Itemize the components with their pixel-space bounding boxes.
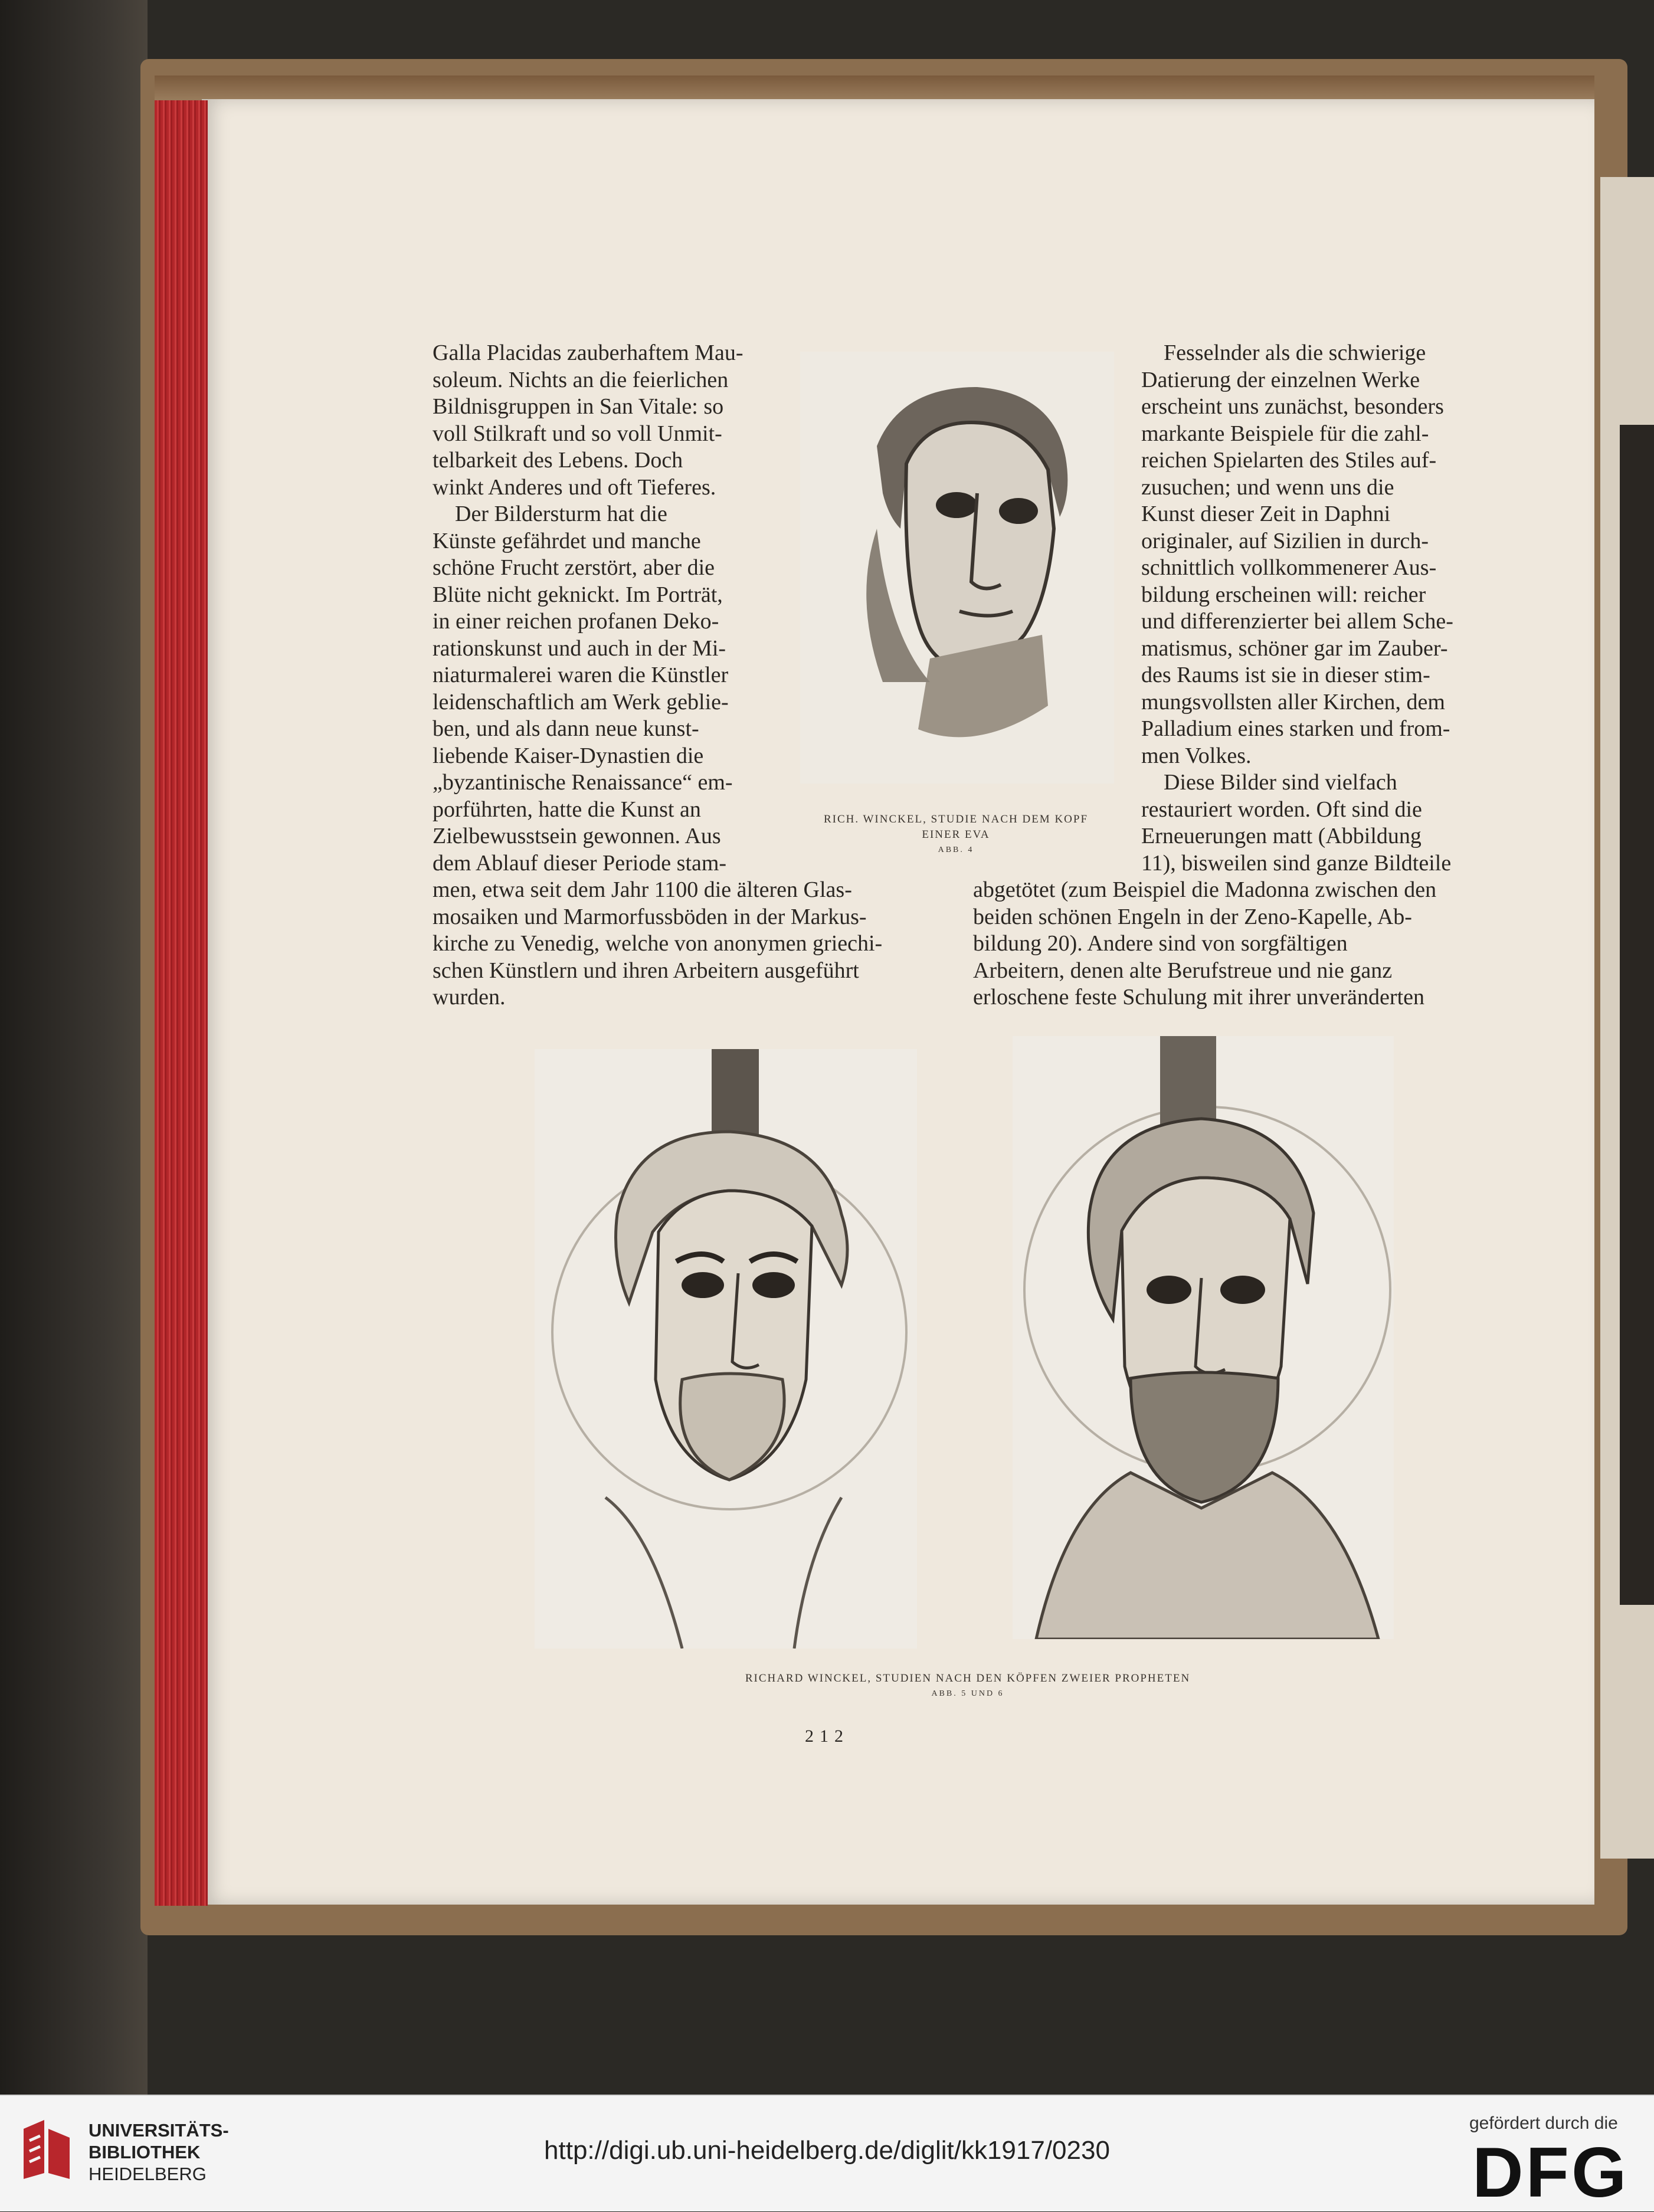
facing-page-plate	[1620, 425, 1654, 1605]
caption-eva-line1: RICH. WINCKEL, STUDIE NACH DEM KOPF	[823, 813, 1089, 825]
illustration-prophet-left	[535, 1049, 917, 1649]
caption-eva-abb: ABB. 4	[938, 846, 974, 854]
caption-eva	[791, 812, 1121, 858]
illustration-prophet-right	[1013, 1036, 1394, 1639]
illustration-eva-head	[800, 352, 1114, 784]
library-line2: BIBLIOTHEK	[89, 2142, 201, 2162]
column-left-top: Galla Placidas zauberhaftem Mau- soleum. Nichts an die feierlichen Bildnisgruppen in San Vitale: so voll Stilkraft und so voll Unmit- telbarkeit des Lebens. Doch winkt Anderes und oft Tieferes. Der Bildersturm hat die Künste gefährdet und manche schöne Frucht zerstört, aber die Blüte nicht geknickt. Im Porträt, in einer reichen profanen Deko- rationskunst und auch in der Mi- niaturmalerei waren die Künstler leidenschaftlich am Werk geblie- ben, und als dann neue kunst- liebende Kaiser-Dynastien die „byzantinische Renaissance“ em- porführten, hatte die Kunst an Zielbewusstsein gewonnen. Aus dem Ablauf dieser Periode stam-	[433, 340, 744, 876]
library-line3: HEIDELBERG	[89, 2164, 207, 2184]
column-left-bottom: men, etwa seit dem Jahr 1100 die älteren Glas- mosaiken und Marmorfussböden in der Markus- kirche zu Venedig, welche von anonymen griechi- schen Künstlern und ihren Arbeitern ausgeführt wurden.	[433, 877, 883, 1010]
caption-prophets-abb: ABB. 5 UND 6	[931, 1689, 1004, 1698]
caption-prophets	[472, 1671, 1463, 1702]
permalink-url[interactable]: http://digi.ub.uni-heidelberg.de/diglit/kk1917/0230	[544, 2136, 1110, 2165]
caption-prophets-line1: RICHARD WINCKEL, STUDIEN NACH DEN KÖPFEN ZWEIER PROPHETEN	[745, 1672, 1191, 1685]
red-page-edges	[155, 100, 208, 1906]
column-right-bottom: abgetötet (zum Beispiel die Madonna zwischen den beiden schönen Engeln in der Zeno-Kapelle, Ab- bildung 20). Andere sind von sorgfältigen Arbeitern, denen alte Berufstreue und nie ganz erloschene feste Schulung mit ihrer unveränderten	[973, 877, 1437, 1010]
book-spine-shadow	[0, 0, 148, 2095]
page-number: 212	[805, 1726, 849, 1746]
library-line1: UNIVERSITÄTS-	[89, 2120, 229, 2141]
dfg-sponsor-label: gefördert durch die	[1469, 2113, 1618, 2133]
caption-eva-line2: EINER EVA	[922, 828, 990, 841]
footer-bar	[0, 2095, 1654, 2211]
dfg-logo: DFG	[1472, 2133, 1629, 2212]
column-right-top: Fesselnder als die schwierige Datierung der einzelnen Werke erscheint uns zunächst, besonders markante Beispiele für die zahl- reichen Spielarten des Stiles auf- zusuchen; und wenn uns die Kunst dieser Zeit in Daphni originaler, auf Sizilien in durch- schnittlich vollkommenerer Aus- bildung erscheinen will: reicher und differenzierter bei allem Sche- matismus, schöner gar im Zauber- des Raums ist sie in dieser stim- mungsvollsten aller Kirchen, dem Palladium eines starken und from- men Volkes. Diese Bilder sind vielfach restauriert worden. Oft sind die Erneuerungen matt (Abbildung 11), bisweilen sind ganze Bildteile	[1141, 340, 1453, 876]
